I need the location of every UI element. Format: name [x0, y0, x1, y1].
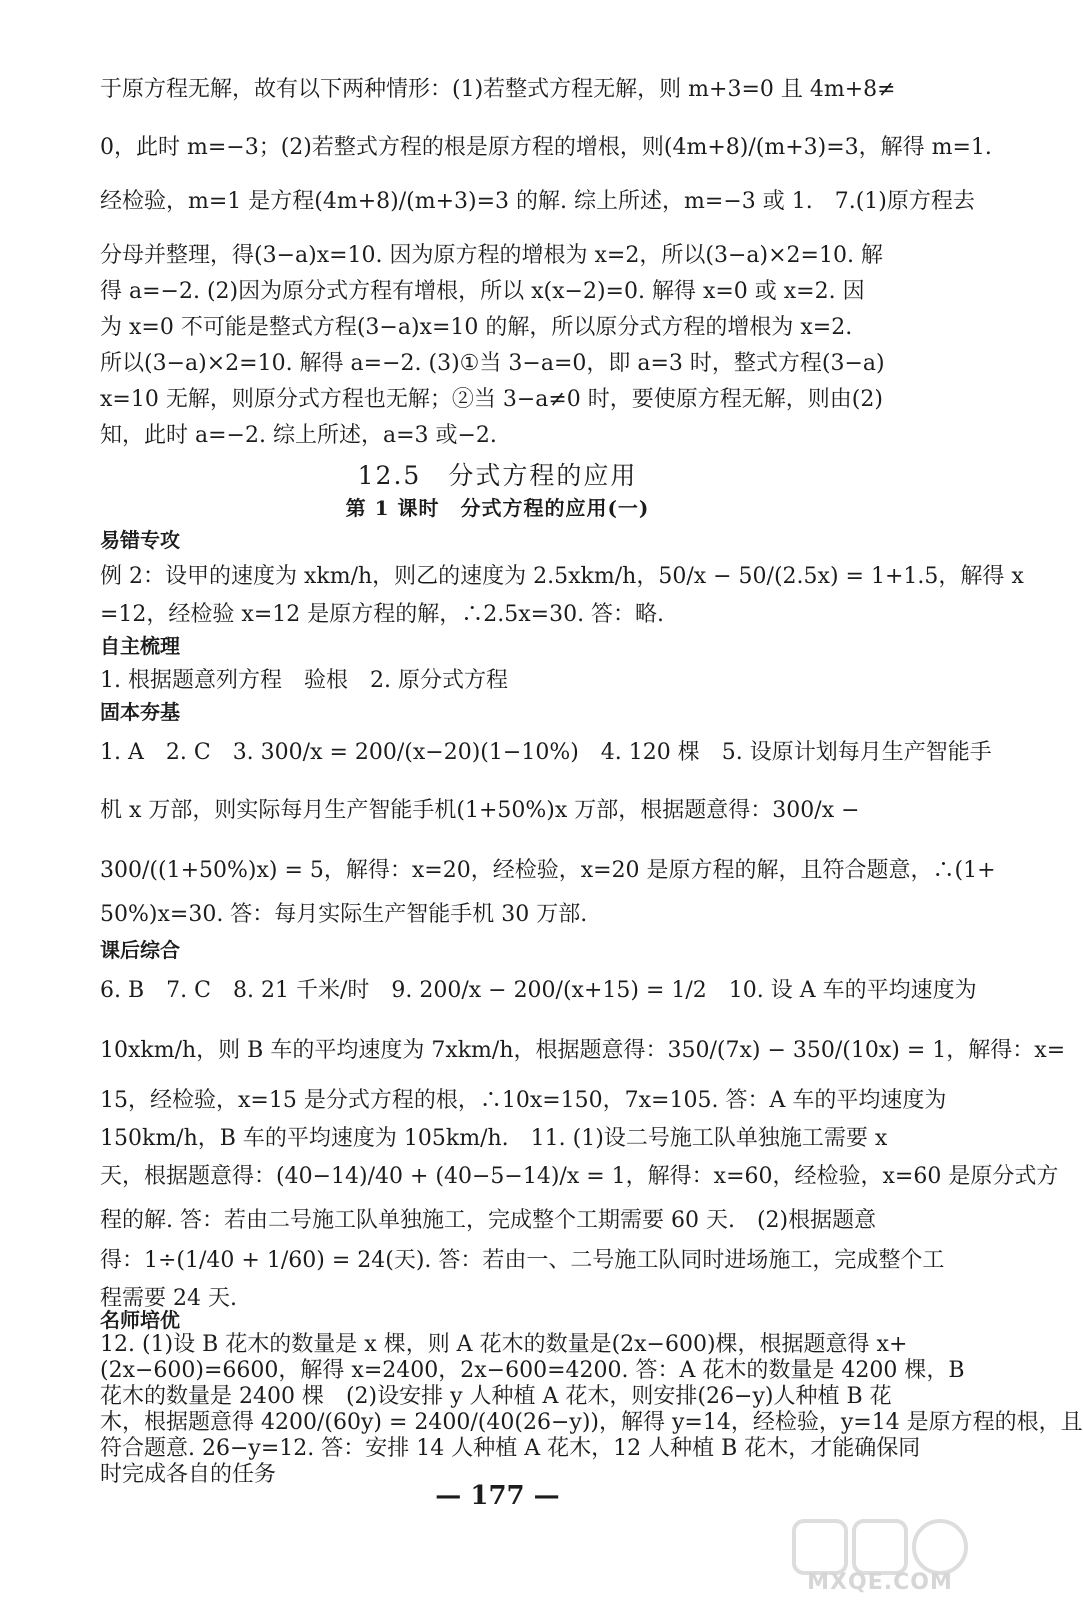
- text-line: 6. B 7. C 8. 21 千米/时 9. 200/x − 200/(x+15) = 1/2 10. 设 A 车的平均速度为: [100, 978, 977, 1003]
- text-line: 300/((1+50%)x) = 5，解得：x=20，经检验，x=20 是原方程的解，且符合题意，∴(1+: [100, 858, 996, 883]
- text-line: 符合题意. 26−y=12. 答：安排 14 人种植 A 花木，12 人种植 B 花木，才能确保同: [100, 1436, 921, 1461]
- text-line: 分母并整理，得(3−a)x=10. 因为原方程的增根为 x=2，所以(3−a)×2=10. 解: [100, 243, 883, 268]
- text-line: x=10 无解，则原分式方程也无解；②当 3−a≠0 时，要使原方程无解，则由(2): [100, 387, 883, 412]
- text-line: 花木的数量是 2400 棵 (2)设安排 y 人种植 A 花木，则安排(26−y)人种植 B 花: [100, 1384, 892, 1409]
- section-title: 12.5 分式方程的应用: [357, 461, 638, 490]
- text-line: (2x−600)=6600，解得 x=2400，2x−600=4200. 答：A 花木的数量是 4200 棵，B: [100, 1358, 965, 1383]
- block-heading: 名师培优: [100, 1308, 180, 1332]
- text-line: 程需要 24 天.: [100, 1286, 237, 1311]
- block-heading: 自主梳理: [100, 634, 180, 658]
- text-line: 木，根据题意得 4200/(60y) = 2400/(40(26−y))，解得 y=14，经检验，y=14 是原方程的根，且: [100, 1410, 1083, 1435]
- text-line: =12，经检验 x=12 是原方程的解，∴2.5x=30. 答：略.: [100, 602, 665, 627]
- text-line: 50%)x=30. 答：每月实际生产智能手机 30 万部.: [100, 902, 588, 927]
- text-line: 1. 根据题意列方程 验根 2. 原分式方程: [100, 668, 508, 693]
- page-number: — 177 —: [435, 1481, 560, 1511]
- lesson-title: 第 1 课时 分式方程的应用(一): [345, 496, 650, 520]
- text-line: 1. A 2. C 3. 300/x = 200/(x−20)(1−10%) 4. 120 棵 5. 设原计划每月生产智能手: [100, 740, 992, 765]
- block-heading: 易错专攻: [100, 528, 180, 552]
- text-line: 所以(3−a)×2=10. 解得 a=−2. (3)①当 3−a=0，即 a=3 时，整式方程(3−a): [100, 351, 885, 376]
- text-line: 经检验，m=1 是方程(4m+8)/(m+3)=3 的解. 综上所述，m=−3 或 1. 7.(1)原方程去: [100, 189, 975, 214]
- text-line: 10xkm/h，则 B 车的平均速度为 7xkm/h，根据题意得：350/(7x) − 350/(10x) = 1，解得：x=: [100, 1038, 1066, 1063]
- text-line: 机 x 万部，则实际每月生产智能手机(1+50%)x 万部，根据题意得：300/x −: [100, 798, 860, 823]
- text-line: 于原方程无解，故有以下两种情形：(1)若整式方程无解，则 m+3=0 且 4m+8≠: [100, 77, 896, 102]
- text-line: 为 x=0 不可能是整式方程(3−a)x=10 的解，所以原分式方程的增根为 x=2.: [100, 315, 853, 340]
- text-line: 知，此时 a=−2. 综上所述，a=3 或−2.: [100, 423, 497, 448]
- text-line: 得 a=−2. (2)因为原分式方程有增根，所以 x(x−2)=0. 解得 x=0 或 x=2. 因: [100, 279, 865, 304]
- text-line: 例 2：设甲的速度为 xkm/h，则乙的速度为 2.5xkm/h，50/x − 50/(2.5x) = 1+1.5，解得 x: [100, 564, 1024, 589]
- text-line: 时完成各自的任务: [100, 1462, 277, 1487]
- text-line: 15，经检验，x=15 是分式方程的根，∴10x=150，7x=105. 答：A 车的平均速度为: [100, 1088, 947, 1113]
- text-line: 得：1÷(1/40 + 1/60) = 24(天). 答：若由一、二号施工队同时进场施工，完成整个工: [100, 1248, 945, 1273]
- block-heading: 固本夯基: [100, 700, 180, 724]
- text-line: 150km/h，B 车的平均速度为 105km/h. 11. (1)设二号施工队单独施工需要 x: [100, 1126, 888, 1151]
- text-line: 0，此时 m=−3；(2)若整式方程的根是原方程的增根，则(4m+8)/(m+3)=3，解得 m=1.: [100, 135, 992, 160]
- watermark-label: MXQE.COM: [807, 1570, 953, 1595]
- block-heading: 课后综合: [100, 938, 180, 962]
- text-line: 程的解. 答：若由二号施工队单独施工，完成整个工期需要 60 天. (2)根据题意: [100, 1208, 877, 1233]
- text-line: 12. (1)设 B 花木的数量是 x 棵，则 A 花木的数量是(2x−600)棵，根据题意得 x+: [100, 1332, 908, 1357]
- text-line: 天，根据题意得：(40−14)/40 + (40−5−14)/x = 1，解得：x=60，经检验，x=60 是原分式方: [100, 1164, 1059, 1189]
